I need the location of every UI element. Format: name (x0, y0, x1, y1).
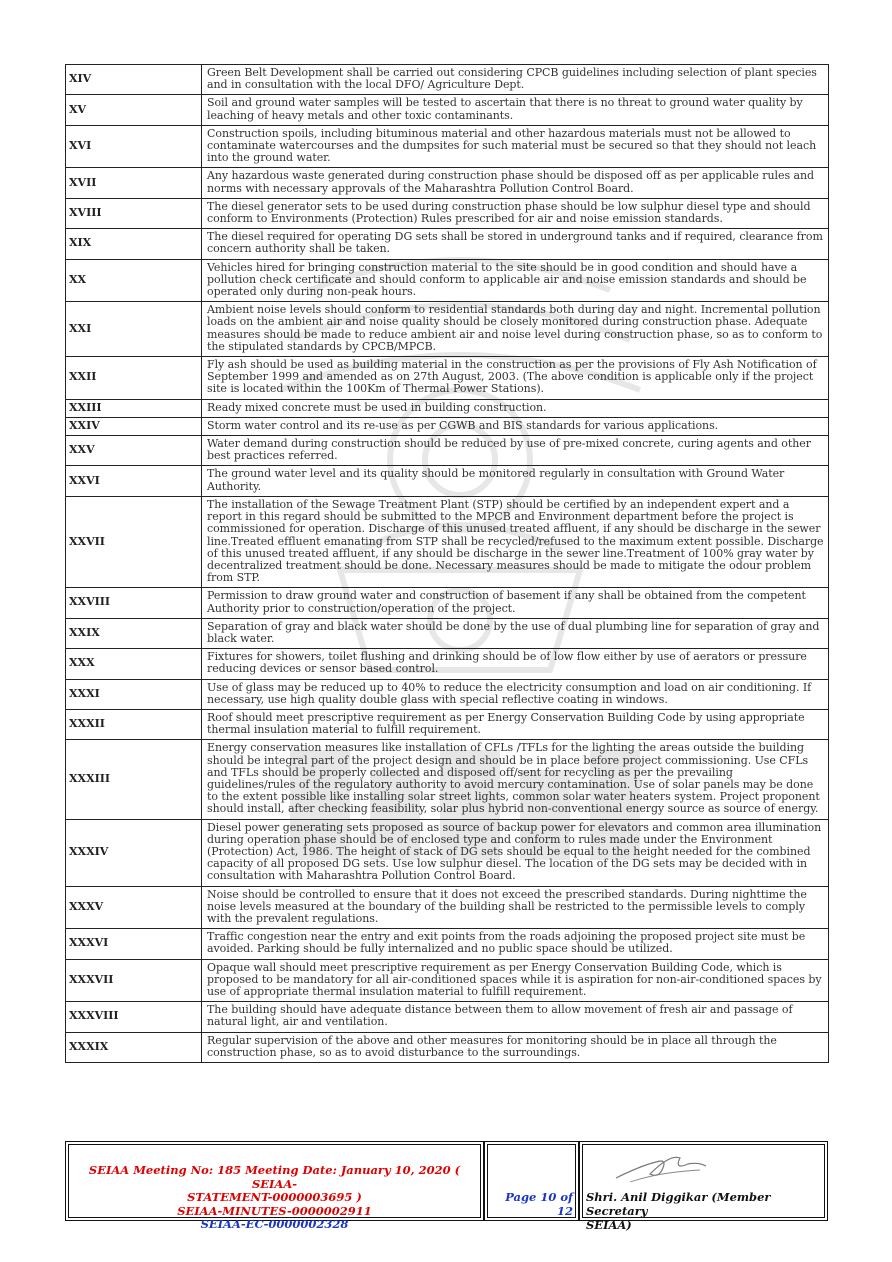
condition-text: The ground water level and its quality should be monitored regularly in consultation with Ground Water Authority. (202, 466, 829, 496)
table-row (66, 357, 829, 400)
ec-id: SEIAA-EC-0000002328 (200, 1217, 349, 1231)
page-number (505, 1190, 573, 1218)
condition-text: Opaque wall should meet prescriptive requirement as per Energy Conservation Building Code, which is proposed to be mandatory for all air-conditioned spaces while it is aspiration for non-air-conditioned spaces by use of appropriate thermal insulation material to fulfill requirement. (202, 959, 829, 1002)
table-row (66, 417, 829, 435)
condition-number: XVI (66, 125, 202, 168)
condition-text: Energy conservation measures like installation of CFLs /TFLs for the lighting the areas outside the building should be integral part of the project design and should be in place before project commissioning. Use CFLs and TFLs should be properly collected and disposed off/sent for recycling as per the prevailing guidelines/rules of the regulatory authority to avoid mercury contamination. Use of solar panels may be done to the extent possible like installing solar street lights, common solar water heaters system. Project proponent should install, after checking feasibility, solar plus hybrid non-conventional energy source as source of energy. (202, 740, 829, 819)
condition-number: XXI (66, 302, 202, 357)
condition-number: XIX (66, 229, 202, 259)
condition-text: The building should have adequate distance between them to allow movement of fresh air and passage of natural light, air and ventilation. (202, 1002, 829, 1032)
condition-number: XXXII (66, 709, 202, 739)
condition-text: Traffic congestion near the entry and exit points from the roads adjoining the proposed project site must be avoided. Parking should be fully internalized and no public space should be utilized. (202, 929, 829, 959)
condition-number: XVII (66, 168, 202, 198)
table-row (66, 125, 829, 168)
condition-text: Green Belt Development shall be carried out considering CPCB guidelines including selection of plant species and in consultation with the local DFO/ Agriculture Dept. (202, 65, 829, 95)
condition-text: The installation of the Sewage Treatment Plant (STP) should be certified by an independent expert and a report in this regard should be submitted to the MPCB and Environment department before the project is commissioned for operation. Discharge of this unused treated affluent, if any should be discharge in the sewer line.Treated effluent emanating from STP shall be recycled/refused to the maximum extent possible. Discharge of this unused treated affluent, if any should be discharge in the sewer line.Treatment of 100% gray water by decentralized treatment should be done. Necessary measures should be made to mitigate the odour problem from STP. (202, 496, 829, 587)
table-row (66, 709, 829, 739)
table-row (66, 959, 829, 1002)
table-row (66, 198, 829, 228)
condition-number: XXX (66, 649, 202, 679)
condition-number: XVIII (66, 198, 202, 228)
table-row (66, 649, 829, 679)
condition-text: Construction spoils, including bituminous material and other hazardous materials must not be allowed to contaminate watercourses and the dumpsites for such material must be secured so that they should not leach into the ground water. (202, 125, 829, 168)
table-row (66, 168, 829, 198)
condition-text: Vehicles hired for bringing construction material to the site should be in good condition and should have a pollution check certificate and should conform to applicable air and noise emission standards and should be operated only during non-peak hours. (202, 259, 829, 302)
minutes-id: SEIAA-MINUTES-0000002911 (177, 1203, 372, 1218)
condition-number: XXV (66, 436, 202, 466)
table-row (66, 929, 829, 959)
condition-text: Noise should be controlled to ensure that it does not exceed the prescribed standards. During nighttime the noise levels measured at the boundary of the building shall be restricted to the permissible levels to comply with the prevalent regulations. (202, 886, 829, 929)
page-footer (65, 1141, 828, 1232)
condition-number: XXXVII (66, 959, 202, 1002)
meeting-info-box (65, 1141, 484, 1231)
condition-number: XXXVI (66, 929, 202, 959)
table-row (66, 302, 829, 357)
table-row (66, 259, 829, 302)
condition-text: Regular supervision of the above and other measures for monitoring should be in place all through the construction phase, so as to avoid disturbance to the surroundings. (202, 1032, 829, 1062)
condition-text: Ready mixed concrete must be used in building construction. (202, 399, 829, 417)
condition-text: Soil and ground water samples will be tested to ascertain that there is no threat to ground water quality by leaching of heavy metals and other toxic contaminants. (202, 95, 829, 125)
condition-number: XXXIII (66, 740, 202, 819)
condition-number: XXXVIII (66, 1002, 202, 1032)
condition-number: XXXV (66, 886, 202, 929)
condition-text: Separation of gray and black water should be done by the use of dual plumbing line for separation of gray and black water. (202, 618, 829, 648)
conditions-table (65, 64, 829, 1063)
condition-number: XX (66, 259, 202, 302)
condition-text: The diesel required for operating DG sets shall be stored in underground tanks and if required, clearance from concern authority shall be taken. (202, 229, 829, 259)
table-row (66, 740, 829, 819)
table-row (66, 436, 829, 466)
table-row (66, 679, 829, 709)
condition-number: XXVII (66, 496, 202, 587)
page-total: 12 (556, 1204, 573, 1218)
condition-number: XV (66, 95, 202, 125)
condition-number: XXXI (66, 679, 202, 709)
signature-image (610, 1148, 710, 1186)
table-row (66, 618, 829, 648)
signatory-org: SEIAA) (586, 1218, 632, 1232)
signatory-line: Shri. Anil Diggikar (Member Secretary (586, 1190, 771, 1218)
condition-text: Water demand during construction should be reduced by use of pre-mixed concrete, curing agents and other best practices referred. (202, 436, 829, 466)
page-number-box (484, 1141, 579, 1221)
condition-text: Any hazardous waste generated during construction phase should be disposed off as per applicable rules and norms with necessary approvals of the Maharashtra Pollution Control Board. (202, 168, 829, 198)
condition-text: Storm water control and its re-use as per CGWB and BIS standards for various applications. (202, 417, 829, 435)
meeting-line: SEIAA Meeting No: 185 Meeting Date: January 10, 2020 ( SEIAA- (88, 1163, 461, 1191)
condition-text: Permission to draw ground water and construction of basement if any shall be obtained from the competent Authority prior to construction/operation of the project. (202, 588, 829, 618)
table-row (66, 95, 829, 125)
table-row (66, 819, 829, 886)
condition-number: XXIX (66, 618, 202, 648)
table-row (66, 496, 829, 587)
condition-number: XXIV (66, 417, 202, 435)
condition-text: Roof should meet prescriptive requirement as per Energy Conservation Building Code by using appropriate thermal insulation material to fulfill requirement. (202, 709, 829, 739)
condition-text: Use of glass may be reduced up to 40% to reduce the electricity consumption and load on air conditioning. If necessary, use high quality double glass with special reflective coating in windows. (202, 679, 829, 709)
condition-text: Diesel power generating sets proposed as source of backup power for elevators and common area illumination during operation phase should be of enclosed type and conform to rules made under the Environment (Protection) Act, 1986. The height of stack of DG sets should be equal to the height needed for the combined capacity of all proposed DG sets. Use low sulphur diesel. The location of the DG sets may be decided with in consultation with Maharashtra Pollution Control Board. (202, 819, 829, 886)
table-row (66, 65, 829, 95)
meeting-info (66, 1164, 483, 1232)
condition-text: Fly ash should be used as building material in the construction as per the provisions of Fly Ash Notification of September 1999 and amended as on 27th August, 2003. (The above condition is applicable only if the project site is located within the 100Km of Thermal Power Stations). (202, 357, 829, 400)
table-row (66, 229, 829, 259)
table-row (66, 466, 829, 496)
condition-text: Fixtures for showers, toilet flushing and drinking should be of low flow either by use of aerators or pressure reducing devices or sensor based control. (202, 649, 829, 679)
signatory-box (579, 1141, 828, 1232)
signatory-name (586, 1190, 827, 1232)
page-number-label: Page 10 of (505, 1190, 573, 1204)
table-row (66, 1032, 829, 1062)
condition-text: Ambient noise levels should conform to residential standards both during day and night. Incremental pollution loads on the ambient air and noise quality should be closely monitored during construction phase. Adequate measures should be made to reduce ambient air and noise level during construction phase, so as to conform to the stipulated standards by CPCB/MPCB. (202, 302, 829, 357)
condition-number: XXVIII (66, 588, 202, 618)
condition-number: XXXIV (66, 819, 202, 886)
condition-number: XIV (66, 65, 202, 95)
condition-number: XXVI (66, 466, 202, 496)
condition-number: XXII (66, 357, 202, 400)
condition-number: XXXIX (66, 1032, 202, 1062)
table-row (66, 886, 829, 929)
statement-id: STATEMENT-0000003695 ) (187, 1190, 362, 1204)
condition-text: The diesel generator sets to be used during construction phase should be low sulphur diesel type and should conform to Environments (Protection) Rules prescribed for air and noise emission standards. (202, 198, 829, 228)
table-row (66, 399, 829, 417)
table-row (66, 1002, 829, 1032)
table-row (66, 588, 829, 618)
condition-number: XXIII (66, 399, 202, 417)
